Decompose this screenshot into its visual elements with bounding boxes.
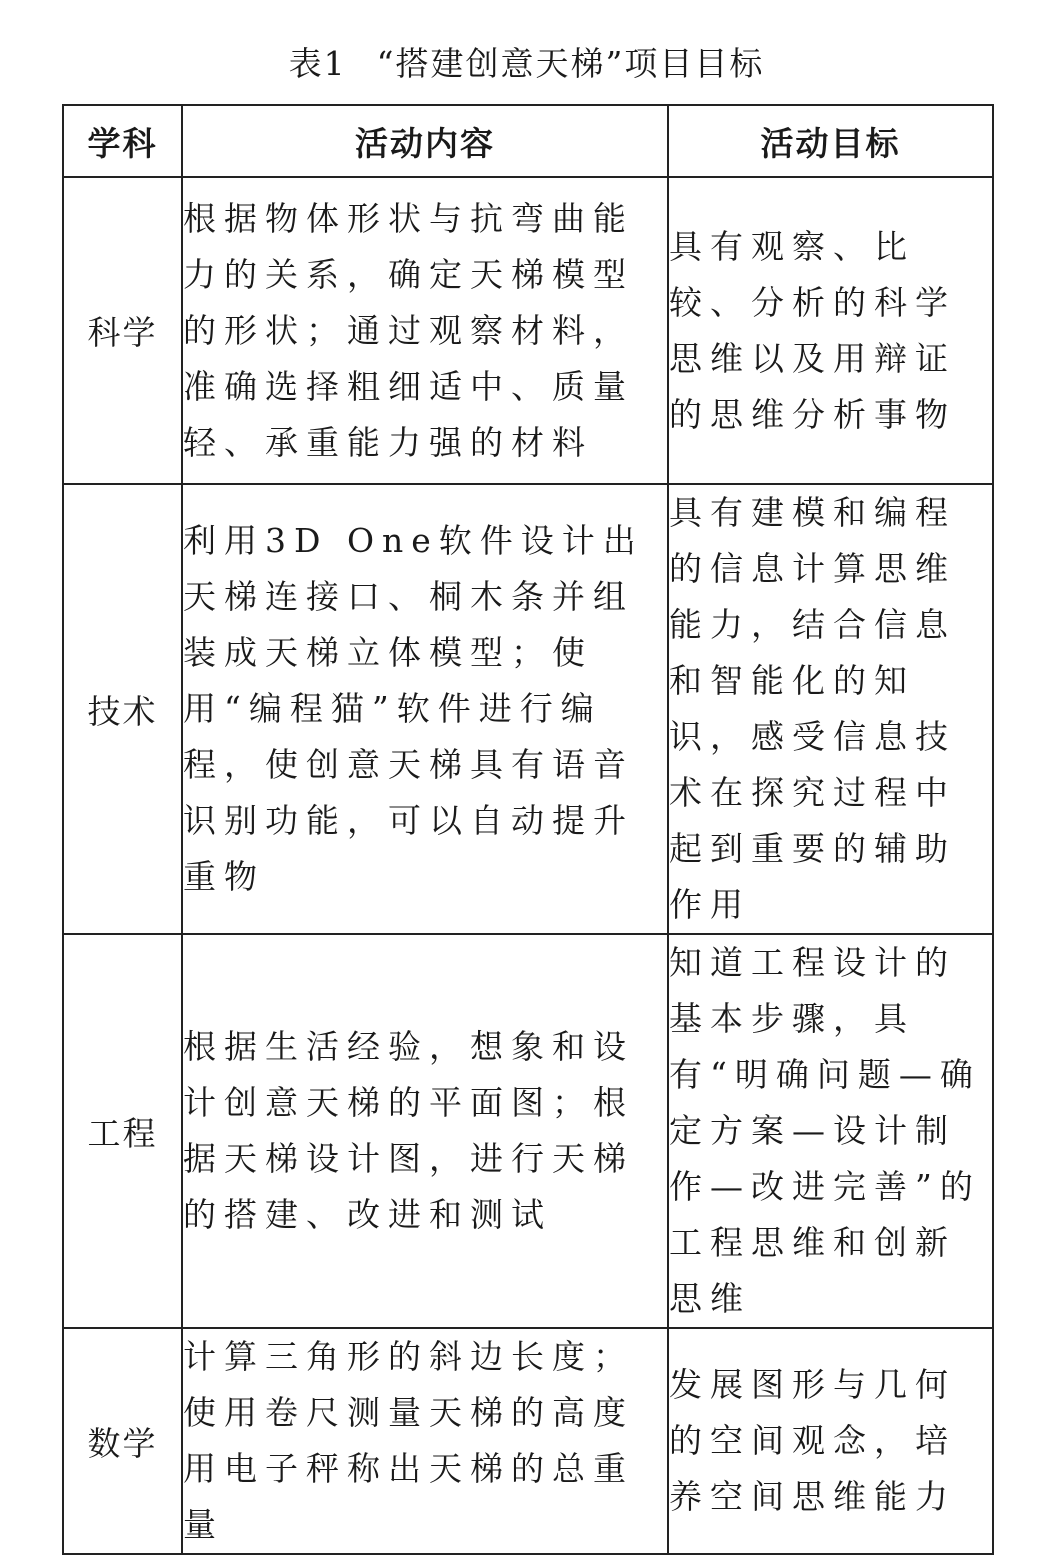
caption-title: “搭建创意天梯”项目目标 (376, 44, 765, 83)
subject-cell: 技术 (63, 484, 182, 934)
header-activity-content: 活动内容 (182, 105, 668, 177)
subject-cell: 科学 (63, 177, 182, 484)
subject-cell: 工程 (63, 934, 182, 1328)
table-row (63, 177, 993, 484)
content-cell: 计算三角形的斜边长度；使用卷尺测量天梯的高度用电子秤称出天梯的总重量 (182, 1328, 668, 1554)
goal-cell: 发展图形与几何的空间观念，培养空间思维能力 (668, 1328, 993, 1554)
header-subject: 学科 (63, 105, 182, 177)
header-activity-goal: 活动目标 (668, 105, 993, 177)
content-cell: 根据生活经验，想象和设计创意天梯的平面图；根据天梯设计图，进行天梯的搭建、改进和测试 (182, 934, 668, 1328)
subject-cell: 数学 (63, 1328, 182, 1554)
caption-number: 表1 (288, 44, 347, 83)
goal-cell: 具有建模和编程的信息计算思维能力，结合信息和智能化的知识，感受信息技术在探究过程中起到重要的辅助作用 (668, 484, 993, 934)
table-row (63, 484, 993, 934)
table-header-row (63, 105, 993, 177)
content-cell: 利用3D One软件设计出天梯连接口、桐木条并组装成天梯立体模型；使用“编程猫”软件进行编程，使创意天梯具有语音识别功能，可以自动提升重物 (182, 484, 668, 934)
goal-cell: 知道工程设计的基本步骤，具有“明确问题—确定方案—设计制作—改进完善”的工程思维和创新思维 (668, 934, 993, 1328)
content-cell: 根据物体形状与抗弯曲能力的关系，确定天梯模型的形状；通过观察材料，准确选择粗细适中、质量轻、承重能力强的材料 (182, 177, 668, 484)
table-row (63, 1328, 993, 1554)
goals-table (62, 104, 994, 1555)
table-row (63, 934, 993, 1328)
table-caption (0, 38, 1053, 90)
goal-cell: 具有观察、比较、分析的科学思维以及用辩证的思维分析事物 (668, 177, 993, 484)
